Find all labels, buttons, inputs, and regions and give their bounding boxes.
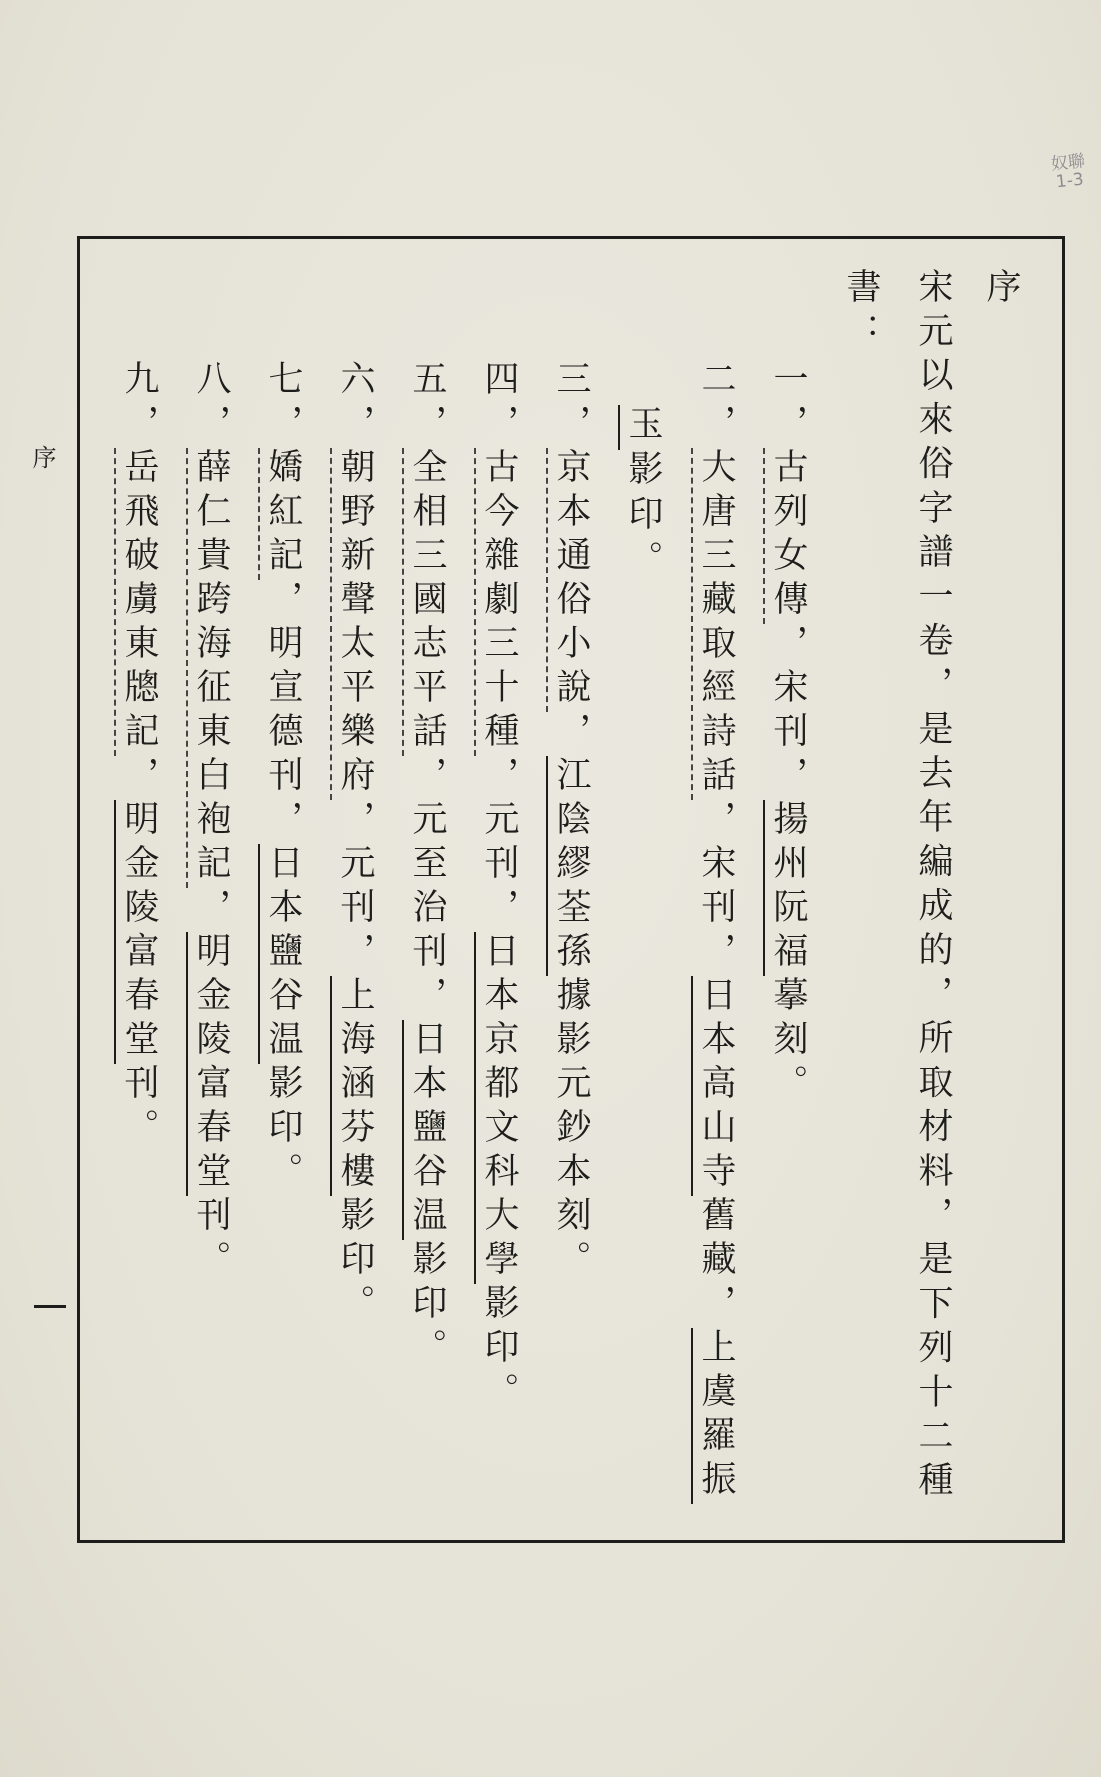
item-dynasty: 元刊: [335, 844, 375, 932]
item-sep: ，: [768, 624, 808, 668]
list-item-6: [335, 360, 375, 1328]
list-item-2-continued: [623, 405, 663, 585]
item-dynasty: 宋刊: [768, 668, 808, 756]
item-desc: 影印。: [263, 1064, 303, 1196]
item-dynasty: 宋刊: [696, 844, 736, 932]
item-dynasty: 明金陵富春堂: [186, 932, 231, 1196]
item-title: 京本通俗小說: [546, 448, 591, 712]
preface-intro-line-1: 宋元以來俗字譜一卷，是去年編成的，所取材料，是下列十二種: [913, 268, 953, 1506]
list-item-5: [407, 360, 447, 1372]
item-sep: ，: [551, 712, 591, 756]
item-number: 九，: [119, 360, 159, 448]
stamp-line-2: 1-3: [1054, 169, 1085, 193]
item-number: 八，: [191, 360, 231, 448]
item-dynasty: 明宣德刊: [263, 624, 303, 800]
item-sep: ，: [407, 756, 447, 800]
list-item-9: [119, 360, 159, 1152]
item-sep: ，: [407, 976, 447, 1020]
item-publisher: 揚州阮福: [763, 800, 808, 976]
item-sep: ，: [696, 800, 736, 844]
item-sep: ，: [335, 800, 375, 844]
item-sep: ，: [479, 888, 519, 932]
item-sep: ，: [479, 756, 519, 800]
item-title: 古今雜劇三十種: [474, 448, 519, 756]
item-sep: ，: [263, 580, 303, 624]
library-stamp: [1041, 152, 1096, 193]
item-title: 岳飛破虜東牕記: [114, 448, 159, 756]
item-dynasty: 明金陵富春堂: [114, 800, 159, 1064]
list-item-3: [551, 360, 591, 1284]
item-sep: ，: [335, 932, 375, 976]
item-number: 二，: [696, 360, 736, 448]
item-publisher: 江陰繆荃孫: [546, 756, 591, 976]
item-title: 古列女傳: [763, 448, 808, 624]
item-publisher: 日本高山寺: [691, 976, 736, 1196]
item-number: 五，: [407, 360, 447, 448]
item-desc: 刊。: [119, 1064, 159, 1152]
item-publisher: 日本鹽谷温: [402, 1020, 447, 1240]
item-publisher: 上海涵芬樓: [330, 976, 375, 1196]
item-sep: ，: [263, 800, 303, 844]
preface-heading: 序: [981, 268, 1021, 313]
item-number: 七，: [263, 360, 303, 448]
item-publisher: 日本鹽谷温: [258, 844, 303, 1064]
item-publisher-2: 上虞羅振: [691, 1328, 736, 1504]
stamp-line-1: 奴聯: [1050, 151, 1086, 175]
page-number-mark: [34, 1305, 66, 1308]
item-sep: ，: [119, 756, 159, 800]
item-sep: ，: [768, 756, 808, 800]
item-number: 一，: [768, 360, 808, 448]
item-sep: ，: [696, 932, 736, 976]
item-number: 三，: [551, 360, 591, 448]
item-title: 薛仁貴跨海征東白袍記: [186, 448, 231, 888]
item-desc: 影印。: [407, 1240, 447, 1372]
item-title: 全相三國志平話: [402, 448, 447, 756]
item-number: 六，: [335, 360, 375, 448]
item-desc: 影印。: [479, 1284, 519, 1416]
item-desc: 刊。: [191, 1196, 231, 1284]
item-desc: 據影元鈔本刻。: [551, 976, 591, 1284]
page-number: [34, 1305, 35, 1306]
list-item-1: [768, 360, 808, 1108]
item-dynasty: 元刊: [479, 800, 519, 888]
item-publisher: 日本京都文科大學: [474, 932, 519, 1284]
preface-intro-line-2: 書：: [841, 268, 881, 358]
item-title: 嬌紅記: [258, 448, 303, 580]
item-sep: ，: [191, 888, 231, 932]
item-desc-cont: 影印。: [623, 450, 663, 585]
item-publisher-cont: 玉: [618, 405, 663, 450]
list-item-7: [263, 360, 303, 1196]
item-number: 四，: [479, 360, 519, 448]
item-desc: 影印。: [335, 1196, 375, 1328]
list-item-2: [696, 360, 736, 1504]
item-desc: 舊藏，: [696, 1196, 736, 1328]
list-item-4: [479, 360, 519, 1416]
item-title: 朝野新聲太平樂府: [330, 448, 375, 800]
running-head: 序: [28, 445, 56, 469]
item-title: 大唐三藏取經詩話: [691, 448, 736, 800]
item-dynasty: 元至治刊: [407, 800, 447, 976]
list-item-8: [191, 360, 231, 1284]
item-desc: 摹刻。: [768, 976, 808, 1108]
